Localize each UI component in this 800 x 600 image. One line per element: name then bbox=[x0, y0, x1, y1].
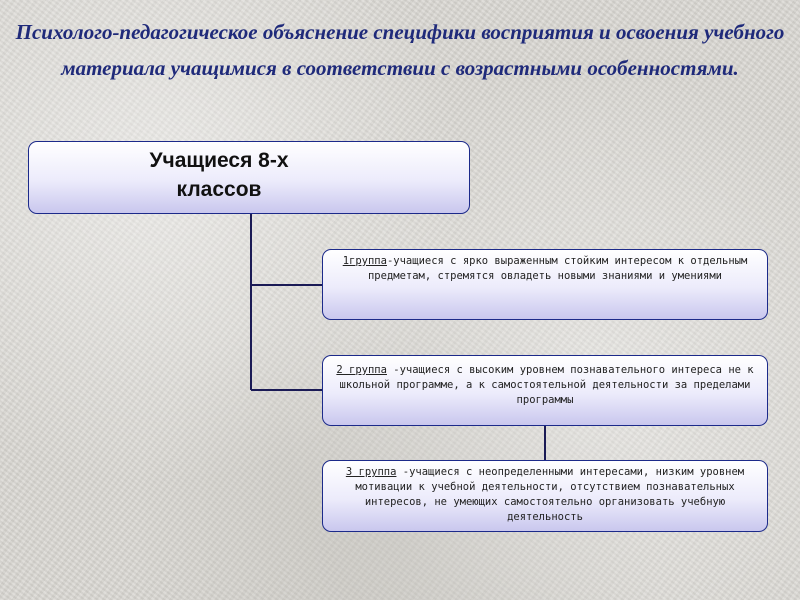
group-3-node bbox=[322, 460, 768, 532]
main-node-line-2: классов bbox=[176, 178, 262, 201]
group-2-text: -учащиеся с высоким уровнем познавательного интереса не к школьной программе, а к самостоятельной деятельности за пределами программы bbox=[339, 364, 754, 406]
main-node-label bbox=[109, 146, 329, 204]
group-3-text: -учащиеся с неопределенными интересами, низким уровнем мотивации к учебной деятельности, отсутствием познавательных интересов, не умеющих самостоятельно организовать учебную деятельность bbox=[355, 466, 745, 523]
group-1-node bbox=[322, 249, 768, 320]
group-2-node bbox=[322, 355, 768, 426]
group-1-label: 1группа bbox=[342, 255, 387, 267]
group-2-label: 2 группа bbox=[336, 364, 387, 376]
page-title: Психолого-педагогическое объяснение специфики восприятия и освоения учебного материала учащимися в соответствии с возрастными особенностями. bbox=[15, 20, 785, 80]
group-1-text: -учащиеся с ярко выраженным стойким интересом к отдельным предметам, стремятся овладеть новыми знаниями и умениями bbox=[367, 255, 748, 282]
group-3-label: 3 группа bbox=[345, 466, 397, 478]
main-node-students-8 bbox=[28, 141, 470, 214]
main-node-line-1: Учащиеся 8-х bbox=[149, 149, 289, 172]
